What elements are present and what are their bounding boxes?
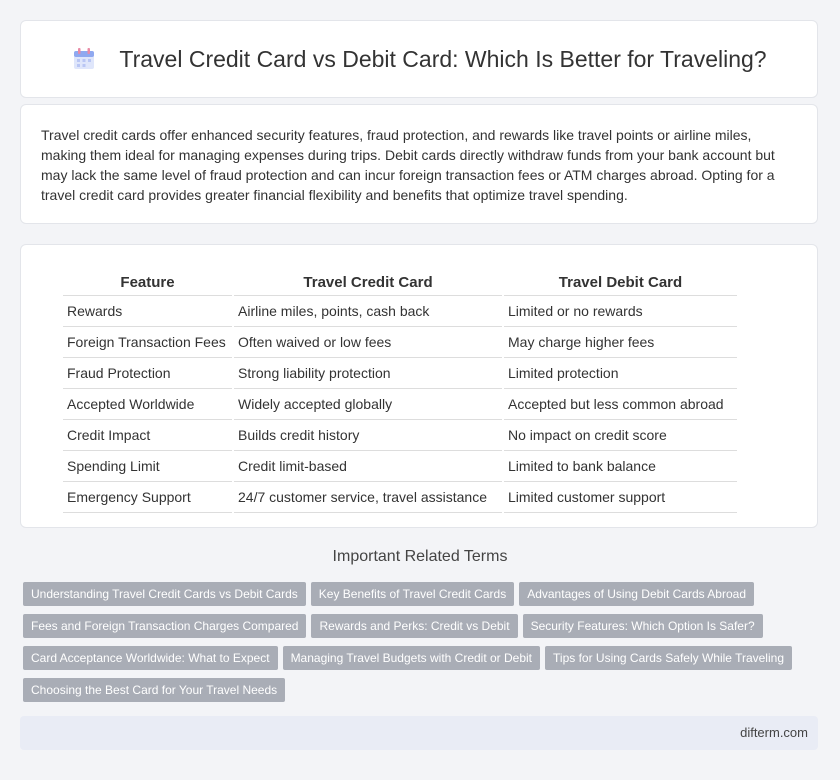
table-row [63,451,737,482]
page-title: Travel Credit Card vs Debit Card: Which Is Better for Traveling? [119,45,767,72]
related-terms-list [23,582,813,710]
related-term-link[interactable]: Rewards and Perks: Credit vs Debit [311,614,517,638]
table-cell: Widely accepted globally [234,389,502,420]
table-row [63,482,737,513]
table-cell: Credit limit-based [234,451,502,482]
related-term-link[interactable]: Fees and Foreign Transaction Charges Compared [23,614,306,638]
table-cell: Fraud Protection [63,358,232,389]
table-cell: Limited protection [504,358,737,389]
table-cell: Often waived or low fees [234,327,502,358]
related-term-link[interactable]: Managing Travel Budgets with Credit or Debit [283,646,540,670]
table-header-row [63,265,737,296]
table-cell: Airline miles, points, cash back [234,296,502,327]
related-term-link[interactable]: Tips for Using Cards Safely While Traveling [545,646,792,670]
table-cell: Rewards [63,296,232,327]
calendar-icon [71,46,97,72]
table-cell: Strong liability protection [234,358,502,389]
table-cell: Emergency Support [63,482,232,513]
related-terms-title: Important Related Terms [332,548,508,565]
table-cell: Accepted Worldwide [63,389,232,420]
related-term-link[interactable]: Advantages of Using Debit Cards Abroad [519,582,754,606]
comparison-table [61,265,739,513]
footer-site-link[interactable]: difterm.com [740,725,808,740]
table-cell: No impact on credit score [504,420,737,451]
table-cell: Builds credit history [234,420,502,451]
column-header-credit: Travel Credit Card [234,265,502,296]
related-term-link[interactable]: Choosing the Best Card for Your Travel Needs [23,678,285,702]
table-row [63,358,737,389]
table-row [63,389,737,420]
footer [20,716,818,750]
table-cell: Spending Limit [63,451,232,482]
related-term-link[interactable]: Key Benefits of Travel Credit Cards [311,582,514,606]
related-term-link[interactable]: Card Acceptance Worldwide: What to Expect [23,646,278,670]
table-cell: Accepted but less common abroad [504,389,737,420]
column-header-debit: Travel Debit Card [504,265,737,296]
table-cell: Limited customer support [504,482,737,513]
table-cell: Limited to bank balance [504,451,737,482]
column-header-feature: Feature [63,265,232,296]
comparison-card [20,244,818,528]
table-row [63,327,737,358]
table-row [63,420,737,451]
table-cell: May charge higher fees [504,327,737,358]
related-term-link[interactable]: Security Features: Which Option Is Safer? [523,614,763,638]
table-cell: Limited or no rewards [504,296,737,327]
intro-text: Travel credit cards offer enhanced security features, fraud protection, and rewards like travel points or airline miles, making them ideal for managing expenses during trips. Debit cards directly withdraw funds from your bank account but may lack the same level of fraud protection and can incur foreign transaction fees or ATM charges abroad. Opting for a travel credit card provides greater financial flexibility and benefits that optimize travel spending. [41,127,775,203]
table-row [63,296,737,327]
intro-card [20,104,818,224]
table-cell: Credit Impact [63,420,232,451]
header-card [20,20,818,98]
table-cell: Foreign Transaction Fees [63,327,232,358]
related-term-link[interactable]: Understanding Travel Credit Cards vs Debit Cards [23,582,306,606]
table-cell: 24/7 customer service, travel assistance [234,482,502,513]
